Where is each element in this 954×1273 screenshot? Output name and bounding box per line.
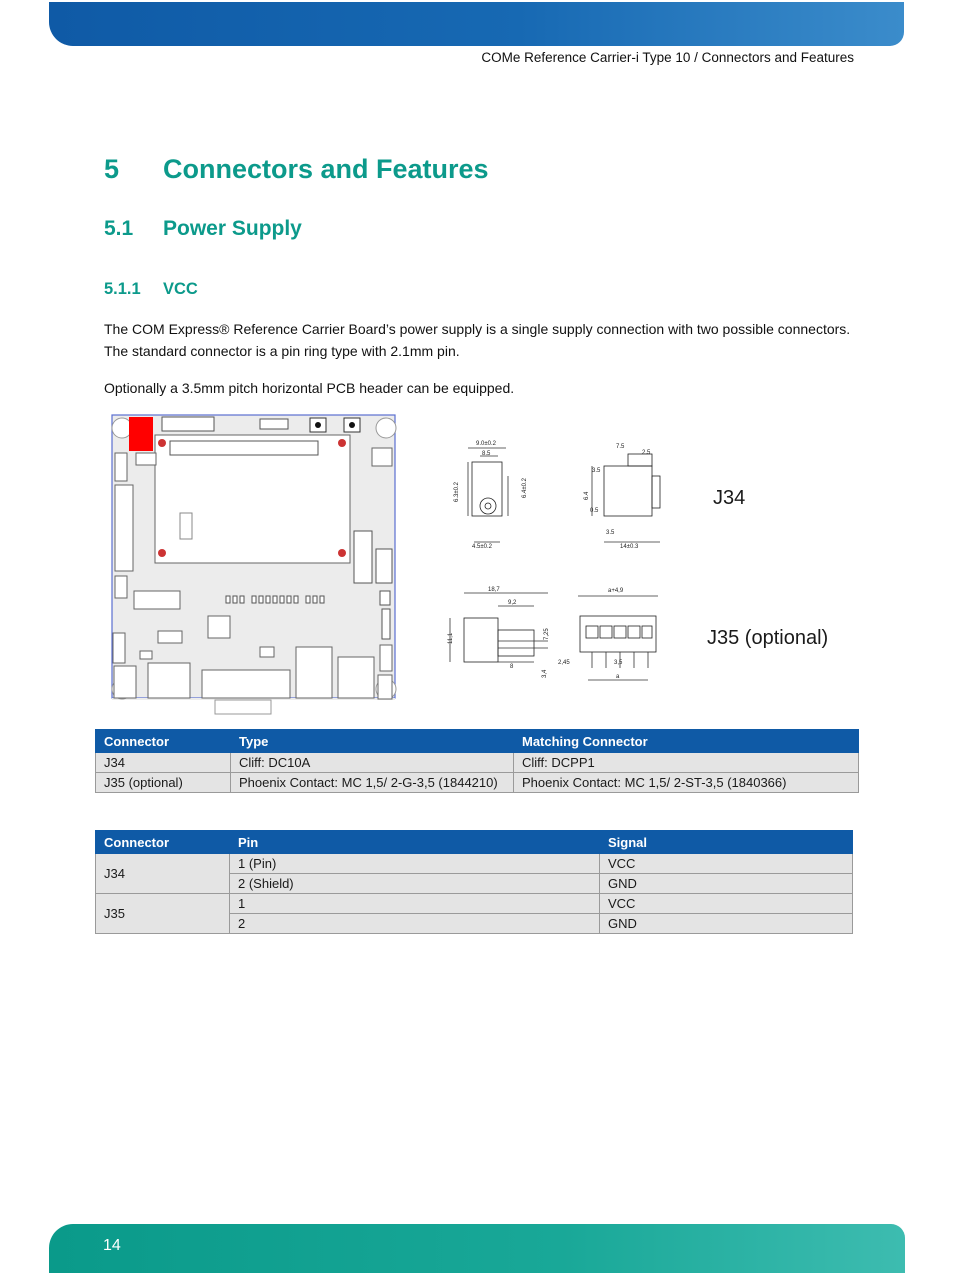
table-cell: 1 (Pin) <box>230 854 600 874</box>
j35-side-view <box>448 587 550 678</box>
j35-front-view <box>558 588 658 680</box>
led-row <box>226 596 324 603</box>
table-cell: GND <box>600 914 853 934</box>
table-cell: VCC <box>600 854 853 874</box>
svg-text:8.5: 8.5 <box>482 451 491 457</box>
column-header: Type <box>231 730 514 753</box>
body-paragraph-2: Optionally a 3.5mm pitch horizontal PCB header can be equipped. <box>104 380 515 396</box>
column-header: Signal <box>600 831 853 854</box>
svg-text:2.5: 2.5 <box>642 450 651 456</box>
column-header: Pin <box>230 831 600 854</box>
table-cell: Cliff: DC10A <box>231 753 514 773</box>
table-cell: 2 <box>230 914 600 934</box>
table-cell: J35 <box>96 894 230 934</box>
section-heading <box>104 154 489 185</box>
table-cell: VCC <box>600 894 853 914</box>
svg-text:a: a <box>616 674 620 680</box>
svg-text:9,2: 9,2 <box>508 600 517 606</box>
svg-text:14±0.3: 14±0.3 <box>620 544 639 550</box>
subsubsection-title: VCC <box>163 280 198 298</box>
svg-text:3,4: 3,4 <box>542 669 548 678</box>
j34-label: J34 <box>713 487 746 509</box>
subsection-number: 5.1 <box>104 217 134 240</box>
j34-front-view <box>454 441 528 550</box>
footer-band <box>49 1224 905 1273</box>
pin-signal-table <box>95 830 853 934</box>
table-cell: GND <box>600 874 853 894</box>
connector-type-table <box>95 729 859 793</box>
subsubsection-heading <box>104 280 198 299</box>
subsubsection-number: 5.1.1 <box>104 280 141 298</box>
body-paragraph-1 <box>104 318 850 362</box>
paragraph-line: The COM Express® Reference Carrier Board’s power supply is a single supply connection with two possible connectors. <box>104 321 851 337</box>
section-number: 5 <box>104 154 120 184</box>
table-header-row <box>96 730 859 753</box>
svg-text:3.5: 3.5 <box>592 468 601 474</box>
svg-text:9.0±0.2: 9.0±0.2 <box>476 441 496 447</box>
column-header: Connector <box>96 831 230 854</box>
j34-highlight <box>129 417 153 451</box>
table-cell: Phoenix Contact: MC 1,5/ 2-ST-3,5 (1840366) <box>514 773 859 793</box>
table-cell: Cliff: DCPP1 <box>514 753 859 773</box>
table-row <box>96 894 853 914</box>
table-cell: 2 (Shield) <box>230 874 600 894</box>
table-cell: J34 <box>96 854 230 894</box>
running-header: COMe Reference Carrier-i Type 10 / Connectors and Features <box>481 50 854 65</box>
j34-side-view <box>584 444 660 550</box>
carrier-board-layout-figure <box>110 413 398 715</box>
svg-text:11,1: 11,1 <box>448 632 454 644</box>
svg-text:7,25: 7,25 <box>544 628 550 640</box>
svg-text:18,7: 18,7 <box>488 587 500 593</box>
paragraph-line: The standard connector is a pin ring type with 2.1mm pin. <box>104 343 460 359</box>
svg-text:6.4±0.2: 6.4±0.2 <box>522 478 528 498</box>
table-header-row <box>96 831 853 854</box>
column-header: Matching Connector <box>514 730 859 753</box>
table-cell: J34 <box>96 753 231 773</box>
svg-text:3.5: 3.5 <box>606 530 615 536</box>
svg-text:6.4: 6.4 <box>584 491 590 500</box>
table-cell: J35 (optional) <box>96 773 231 793</box>
svg-text:0.5: 0.5 <box>590 508 599 514</box>
j35-label: J35 (optional) <box>707 627 829 649</box>
subsection-heading <box>104 217 302 241</box>
table-row <box>96 854 853 874</box>
column-header: Connector <box>96 730 231 753</box>
table-row <box>96 753 859 773</box>
table-row <box>96 773 859 793</box>
table-cell: Phoenix Contact: MC 1,5/ 2-G-3,5 (1844210) <box>231 773 514 793</box>
page-number: 14 <box>103 1237 121 1254</box>
header-band <box>49 2 904 46</box>
svg-text:a+4,9: a+4,9 <box>608 588 624 594</box>
table-cell: 1 <box>230 894 600 914</box>
mounting-hole <box>376 418 396 438</box>
section-title: Connectors and Features <box>163 154 489 184</box>
svg-text:4.5±0.2: 4.5±0.2 <box>472 544 492 550</box>
svg-text:6.3±0.2: 6.3±0.2 <box>454 482 460 502</box>
subsection-title: Power Supply <box>163 217 302 240</box>
svg-text:8: 8 <box>510 664 514 670</box>
svg-text:7.5: 7.5 <box>616 444 625 450</box>
svg-text:3,5: 3,5 <box>614 660 623 666</box>
svg-text:2,45: 2,45 <box>558 660 570 666</box>
